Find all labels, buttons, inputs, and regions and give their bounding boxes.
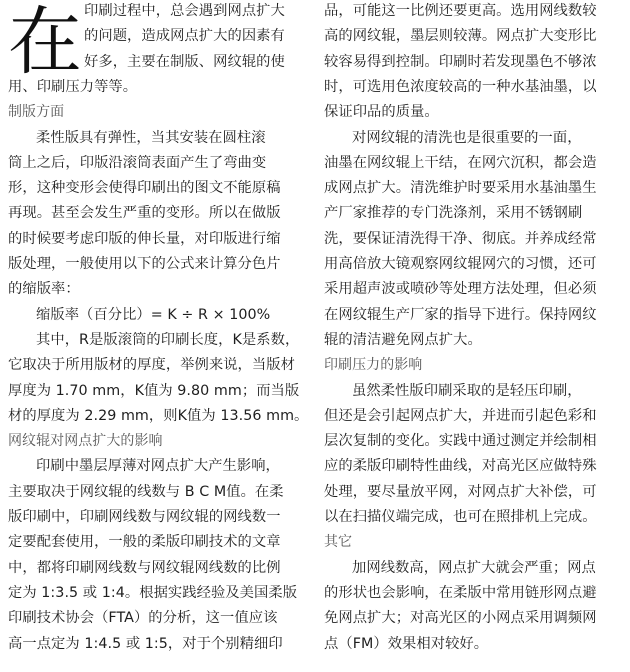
text-line: 的缩版率： <box>8 281 80 298</box>
text-line: 在网纹辊生产厂家的指导下进行。保持网纹 <box>324 306 597 323</box>
text-line: 虽然柔性版印刷采取的是轻压印刷， <box>352 382 582 399</box>
text-line: 柔性版具有弹性，当其安装在圆柱滚 <box>36 129 266 146</box>
text-line: 印刷过程中，总会遇到网点扩大 <box>84 3 285 19</box>
text-line: 的时候要考虑印版的伸长量，对印版进行缩 <box>8 230 281 247</box>
text-line: 再现。甚至会发生严重的变形。所以在做版 <box>8 205 281 222</box>
text-line: 加网线数高，网点扩大就会严重；网点 <box>352 559 596 576</box>
text-line: 辊的清洁避免网点扩大。 <box>324 331 482 348</box>
text-line: 好多，主要在制版、网纹辊的使 <box>84 53 285 70</box>
text-line: 印刷中墨层厚薄对网点扩大产生影响， <box>36 458 280 475</box>
text-line: 用高倍放大镜观察网纹辊网穴的习惯，还可 <box>324 256 597 272</box>
text-line: 的形状也会影响，在柔版中常用链形网点避 <box>324 584 597 601</box>
text-line: 免网点扩大；对高光区的小网点采用调频网 <box>324 610 597 627</box>
section-heading: 其它 <box>324 534 353 551</box>
text-line: 材的厚度为 2.29 mm，则K值为 13.56 mm。 <box>8 407 309 424</box>
section-heading: 制版方面 <box>8 104 65 121</box>
text-line: 缩版率（百分比）= K ÷ R × 100% <box>36 306 271 323</box>
text-line: 的问题，造成网点扩大的因素有 <box>84 28 285 45</box>
text-line: 处理，要尽量放平网，对网点扩大补偿，可 <box>324 483 597 500</box>
text-line: 洗，要保证清洗得干净、彻底。并养成经常 <box>324 230 597 247</box>
text-line: 较容易得到控制。印刷时若发现墨色不够浓 <box>324 53 597 70</box>
drop-cap: 在 <box>8 0 82 85</box>
text-line: 保证印品的质量。 <box>324 104 439 121</box>
text-line: 主要取决于网纹辊的线数与 B C M值。在柔 <box>8 483 284 500</box>
text-line: 应的柔版印刷特性曲线，对高光区应做特殊 <box>324 458 597 475</box>
text-line: 高的网纹辊，墨层则较薄。网点扩大变形比 <box>324 28 597 45</box>
text-line: 但还是会引起网点扩大，并进而引起色彩和 <box>324 407 597 424</box>
text-line: 它取决于所用版材的厚度，举例来说，当版材 <box>8 357 295 374</box>
text-line: 印刷技术协会（FTA）的分析，这一值应该 <box>8 610 278 627</box>
text-line: 以在扫描仪端完成，也可在照排机上完成。 <box>324 509 597 525</box>
text-line: 版印刷中，印刷网线数与网纹辊的网线数一 <box>8 509 281 525</box>
text-line: 品，可能这一比例还要更高。选用网线数较 <box>324 3 597 19</box>
text-line: 时，可选用色浓度较高的一种水基油墨，以 <box>324 78 597 95</box>
text-line: 油墨在网纹辊上干结，在网穴沉积，都会造 <box>324 154 597 171</box>
text-line: 层次复制的变化。实践中通过测定并绘制相 <box>324 433 597 450</box>
text-line: 成网点扩大。清洗维护时要采用水基油墨生 <box>324 180 597 197</box>
section-heading: 网纹辊对网点扩大的影响 <box>8 433 163 450</box>
text-line: 形，这种变形会使得印刷出的图文不能原稿 <box>8 180 281 197</box>
section-heading: 印刷压力的影响 <box>324 357 423 374</box>
text-line: 产厂家推荐的专门洗涤剂，采用不锈钢刷 <box>324 205 583 222</box>
text-line: 筒上之后，印版沿滚筒表面产生了弯曲变 <box>8 154 267 171</box>
text-line: 点（FM）效果相对较好。 <box>324 635 489 652</box>
text-line: 采用超声波或喷砂等处理方法处理，但必须 <box>324 281 597 298</box>
text-line: 高一点定为 1:4.5 或 1:5，对于个别精细印 <box>8 635 283 652</box>
text-line: 定要配套使用，一般的柔版印刷技术的文章 <box>8 534 281 551</box>
text-line: 版处理，一般使用以下的公式来计算分色片 <box>8 256 281 272</box>
text-line: 厚度为 1.70 mm，K值为 9.80 mm；而当版 <box>8 382 300 399</box>
text-line: 用、印刷压力等等。 <box>8 78 138 95</box>
text-line: 其中，R是版滚筒的印刷长度，K是系数， <box>36 331 300 348</box>
text-line: 中，都将印刷网线数与网纹辊网线数的比例 <box>8 559 281 576</box>
text-line: 对网纹辊的清洗也是很重要的一面， <box>352 129 582 146</box>
text-line: 定为 1:3.5 或 1:4。根据实践经验及美国柔版 <box>8 584 298 601</box>
